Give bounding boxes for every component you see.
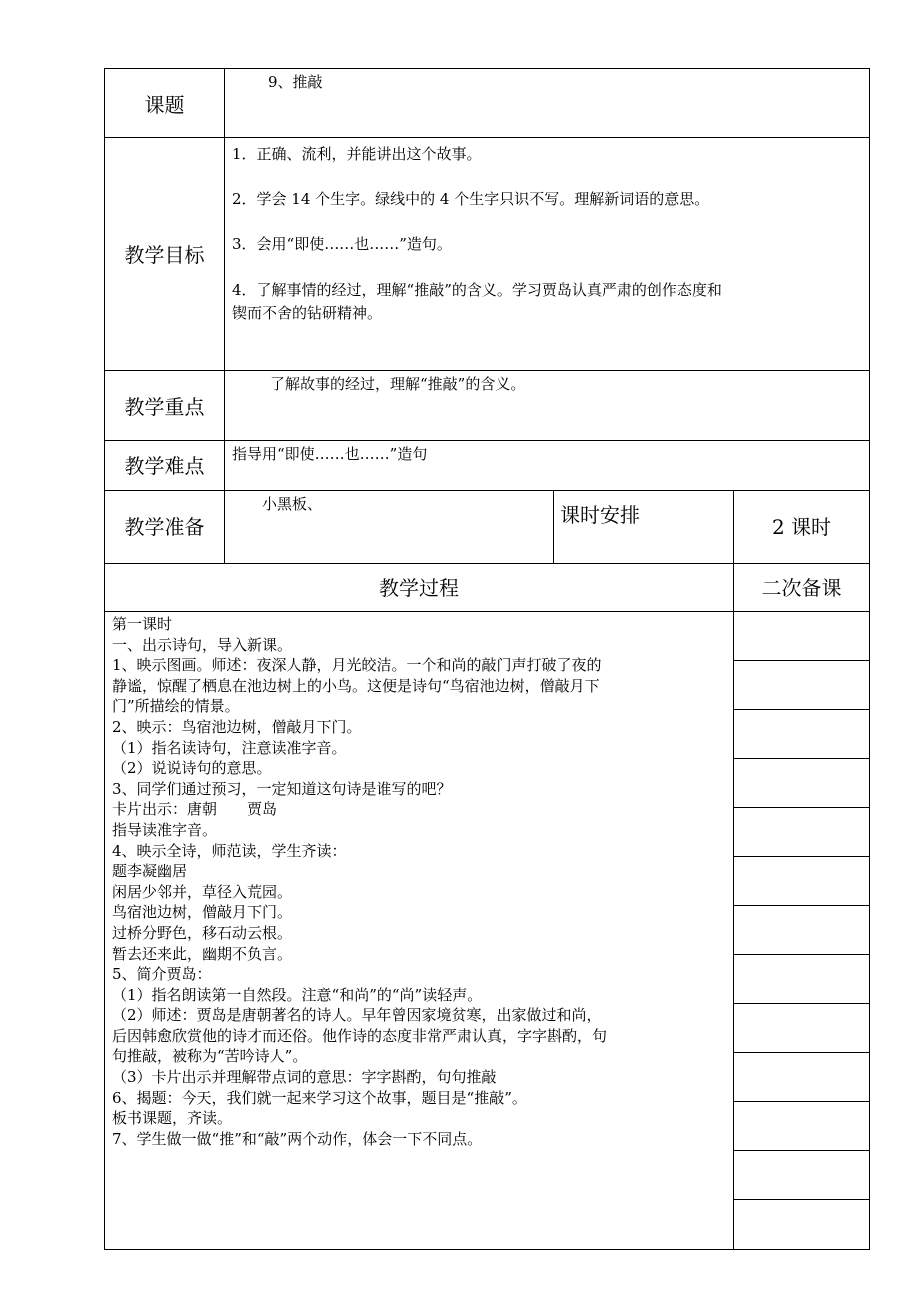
row-divider <box>104 563 870 564</box>
process-line: 指导读准字音。 <box>112 820 218 839</box>
process-line: 一、出示诗句，导入新课。 <box>112 635 293 654</box>
process-line: 6、揭题：今天，我们就一起来学习这个故事，题目是“推敲”。 <box>112 1088 527 1107</box>
key-points-value: 了解故事的经过，理解“推敲”的含义。 <box>270 375 526 393</box>
preparation-value: 小黑板、 <box>262 495 323 513</box>
process-line: 闲居少邻并，草径入荒园。 <box>112 882 293 901</box>
process-line: 题李凝幽居 <box>112 862 188 881</box>
process-line: 第一课时 <box>112 615 173 633</box>
second-prep-line <box>733 660 870 661</box>
preparation-label: 教学准备 <box>124 515 205 539</box>
process-line: 5、简介贾岛： <box>112 965 212 984</box>
table-border-top <box>104 68 870 69</box>
label-column-divider <box>224 68 225 564</box>
second-prep-line <box>733 758 870 759</box>
process-line: 静谧，惊醒了栖息在池边树上的小鸟。这便是诗句“鸟宿池边树，僧敲月下 <box>112 676 600 695</box>
process-header: 教学过程 <box>379 576 459 600</box>
table-border-bottom <box>104 1249 870 1250</box>
second-prep-line <box>733 807 870 808</box>
difficulties-label: 教学难点 <box>124 454 205 478</box>
process-line: 门”所描绘的情景。 <box>112 697 240 716</box>
process-line: （2）师述：贾岛是唐朝著名的诗人。早年曾因家境贫寒，出家做过和尚， <box>112 1006 602 1025</box>
process-line: （1）指名读诗句，注意读准字音。 <box>112 738 347 757</box>
process-line: 句推敲，被称为“苦吟诗人”。 <box>112 1047 308 1066</box>
second-prep-line <box>733 1150 870 1151</box>
process-line: 4、映示全诗，师范读，学生齐读： <box>112 841 347 860</box>
second-prep-line <box>733 905 870 906</box>
second-prep-line <box>733 954 870 955</box>
objective-item: 2．学会 14 个生字。绿线中的 4 个生字只识不写。理解新词语的意思。 <box>232 190 710 208</box>
second-prep-line <box>733 1052 870 1053</box>
process-line: 7、学生做一做“推”和“敲”两个动作，体会一下不同点。 <box>112 1129 483 1148</box>
second-prep-line <box>733 709 870 710</box>
objective-item: 锲而不舍的钻研精神。 <box>232 304 383 322</box>
objective-item: 1．正确、流利，并能讲出这个故事。 <box>232 145 482 163</box>
topic-label: 课题 <box>144 93 185 117</box>
second-prep-header: 二次备课 <box>761 576 842 600</box>
schedule-label: 课时安排 <box>560 503 640 527</box>
objectives-label: 教学目标 <box>124 243 205 267</box>
second-prep-line <box>733 1199 870 1200</box>
process-line: （2）说说诗句的意思。 <box>112 759 272 778</box>
second-prep-line <box>733 856 870 857</box>
process-line: 卡片出示：唐朝 贾岛 <box>112 800 278 819</box>
row-divider <box>104 370 870 371</box>
process-line: （1）指名朗读第一自然段。注意“和尚”的“尚”读轻声。 <box>112 985 483 1004</box>
process-line: 暂去还来此，幽期不负言。 <box>112 944 293 963</box>
process-line: 2、映示：鸟宿池边树，僧敲月下门。 <box>112 717 362 736</box>
process-line: 鸟宿池边树，僧敲月下门。 <box>112 903 293 922</box>
row-divider <box>104 611 870 612</box>
row-divider <box>104 440 870 441</box>
process-line: 板书课题，齐读。 <box>112 1109 233 1128</box>
difficulties-value: 指导用“即使……也……”造句 <box>232 445 428 463</box>
process-line: 3、同学们通过预习，一定知道这句诗是谁写的吧？ <box>112 779 452 798</box>
row-divider <box>104 490 870 491</box>
table-border-right <box>869 68 870 1250</box>
process-line: 过桥分野色，移石动云根。 <box>112 923 293 942</box>
process-column-divider <box>733 563 734 1250</box>
objective-item: 3．会用“即使……也……”造句。 <box>232 235 452 253</box>
process-line: 后因韩愈欣赏他的诗才而还俗。他作诗的态度非常严肃认真，字字斟酌，句 <box>112 1026 608 1045</box>
row-divider <box>104 137 870 138</box>
second-prep-line <box>733 1003 870 1004</box>
topic-value: 9、推敲 <box>268 73 323 91</box>
key-points-label: 教学重点 <box>124 395 205 419</box>
prep-divider-1 <box>553 490 554 564</box>
objective-item: 4．了解事情的经过，理解“推敲”的含义。学习贾岛认真严肃的创作态度和 <box>232 281 722 299</box>
process-body <box>112 614 732 1149</box>
second-prep-line <box>733 1101 870 1102</box>
process-line: （3）卡片出示并理解带点词的意思：字字斟酌，句句推敲 <box>112 1068 497 1087</box>
schedule-value: 2 课时 <box>771 515 832 539</box>
process-line: 1、映示图画。师述：夜深人静，月光皎洁。一个和尚的敲门声打破了夜的 <box>112 656 602 675</box>
